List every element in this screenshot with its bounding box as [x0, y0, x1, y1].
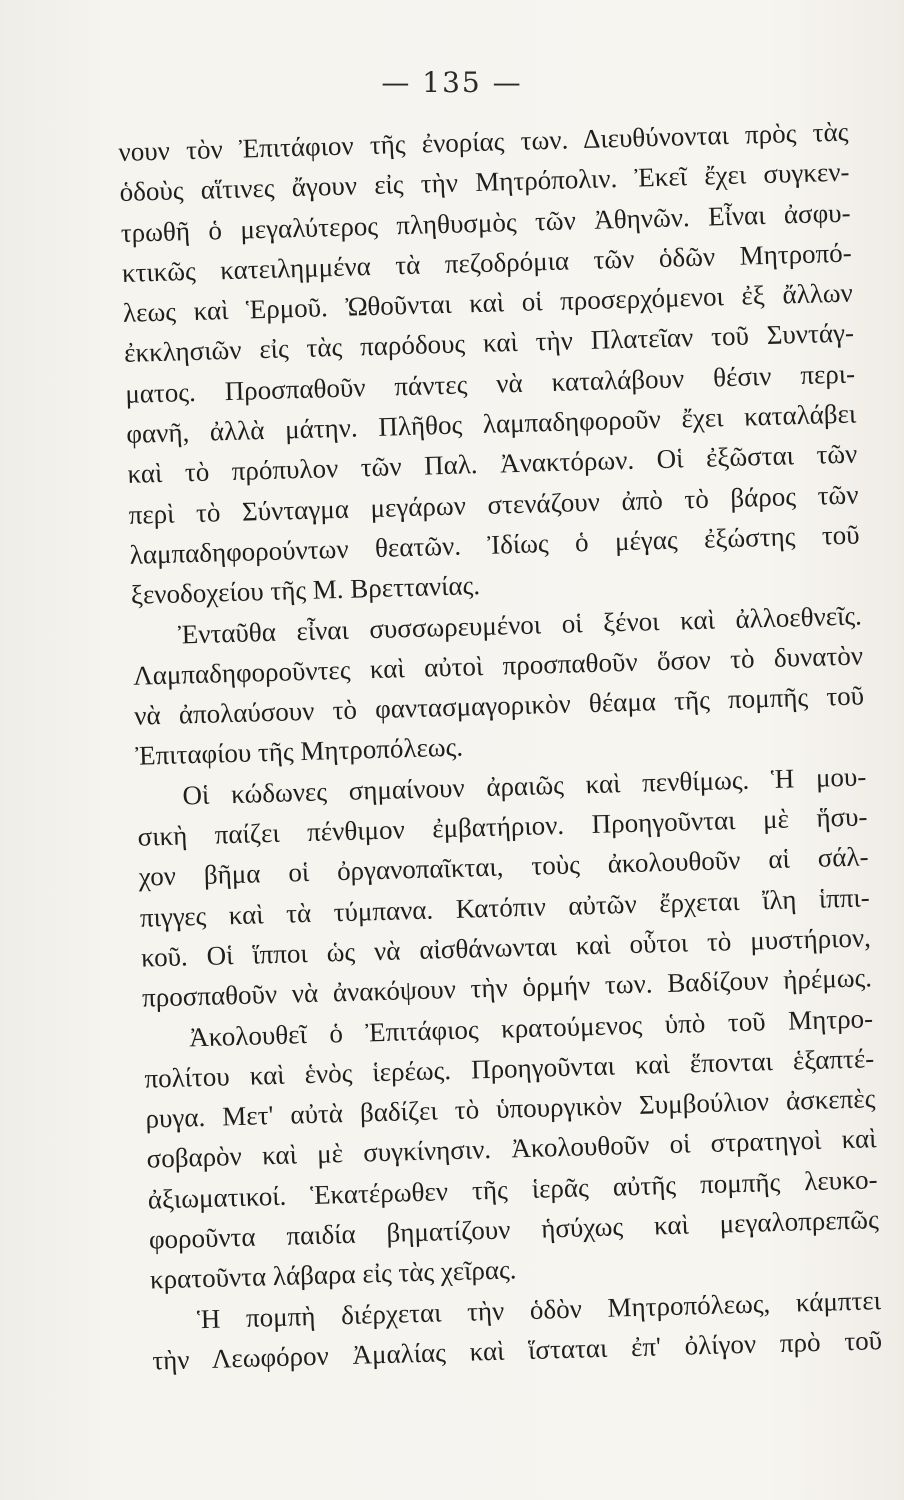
text-line: πιγγες καὶ τὰ τύμπανα. Κατόπιν αὐτῶν ἔρχεται ἴλη ἱππι-	[139, 881, 871, 933]
text-line: λεως καὶ Ἑρμοῦ. Ὠθοῦνται καὶ οἱ προσερχόμενοι ἐξ ἄλλων	[122, 277, 854, 329]
text-line: πολίτου καὶ ἑνὸς ἱερέως. Προηγοῦνται καὶ ἕπονται ἑξαπτέ-	[144, 1043, 875, 1094]
text-line: καὶ τὸ πρόπυλον τῶν Παλ. Ἀνακτόρων. Οἱ ἐξῶσται τῶν	[127, 438, 858, 490]
text-line: λαμπαδηφορούντων θεατῶν. Ἰδίως ὁ μέγας ἐξώστης τοῦ	[129, 519, 860, 570]
text-line: Ἐνταῦθα εἶναι συσσωρευμένοι οἱ ξένοι καὶ ἀλλοεθνεῖς.	[177, 599, 863, 650]
text-line: Λαμπαδηφοροῦντες καὶ αὐτοὶ προσπαθοῦν ὅσον τὸ δυνατὸν	[132, 640, 864, 691]
text-line: νὰ ἀπολαύσουν τὸ φαντασμαγορικὸν θέαμα τῆς πομπῆς τοῦ	[133, 680, 865, 731]
text-line: χον βῆμα οἱ ὀργανοπαῖκται, τοὺς ἀκολουθοῦν αἱ σάλ-	[138, 841, 869, 893]
text-line: κτικῶς κατειλημμένα τὰ πεζοδρόμια τῶν ὁδῶν Μητροπό-	[121, 237, 853, 288]
text-line: σικὴ παίζει πένθιμον ἐμβατήριον. Προηγοῦνται μὲ ἥσυ-	[137, 801, 868, 852]
text-line: τρωθῆ ὁ μεγαλύτερος πληθυσμὸς τῶν Ἀθηνῶν. Εἶναι ἀσφυ-	[120, 197, 851, 248]
text-line: νουν τὸν Ἐπιτάφιον τῆς ἐνορίας των. Διευθύνονται πρὸς τὰς	[118, 116, 849, 167]
text-line: Ἐπιταφίου τῆς Μητροπόλεως.	[135, 732, 464, 772]
page-number: — 135 —	[381, 66, 523, 99]
text-line: περὶ τὸ Σύνταγμα μεγάρων στενάζουν ἀπὸ τὸ βάρος τῶν	[128, 479, 859, 530]
text-line: κρατοῦντα λάβαρα εἰς τὰς χεῖρας.	[149, 1254, 517, 1295]
text-line: φοροῦντα παιδία βηματίζουν ἡσύχως καὶ μεγαλοπρεπῶς	[148, 1204, 880, 1255]
text-line: ματος. Προσπαθοῦν πάντες νὰ καταλάβουν θέσιν περι-	[124, 358, 856, 409]
text-line: κοῦ. Οἱ ἵπποι ὡς νὰ αἰσθάνωνται καὶ οὗτοι τὸ μυστήριον,	[140, 922, 872, 973]
text-line: ξενοδοχείου τῆς Μ. Βρεττανίας.	[130, 570, 481, 611]
body-text	[118, 112, 883, 1381]
text-line: φανῆ, ἀλλὰ μάτην. Πλῆθος λαμπαδηφοροῦν ἔχει καταλάβει	[126, 398, 857, 449]
text-line: Ἀκολουθεῖ ὁ Ἐπιτάφιος κρατούμενος ὑπὸ τοῦ Μητρο-	[188, 1002, 874, 1052]
text-line: ἀξιωματικοί. Ἑκατέρωθεν τῆς ἱερᾶς αὐτῆς πομπῆς λευκο-	[147, 1163, 878, 1215]
text-line: Ἡ πομπὴ διέρχεται τὴν ὁδὸν Μητροπόλεως, κάμπτει	[196, 1284, 882, 1334]
text-line: σοβαρὸν καὶ μὲ συγκίνησιν. Ἀκολουθοῦν οἱ στρατηγοὶ καὶ	[146, 1123, 877, 1175]
text-line: ὁδοὺς αἵτινες ἄγουν εἰς τὴν Μητρόπολιν. Ἐκεῖ ἔχει συγκεν-	[119, 156, 850, 208]
text-line: τὴν Λεωφόρον Ἀμαλίας καὶ ἵσταται ἐπ' ὀλίγον πρὸ τοῦ	[151, 1325, 883, 1376]
text-line: προσπαθοῦν νὰ ἀνακόψουν τὴν ὁρμήν των. Βαδίζουν ἠρέμως.	[141, 962, 873, 1013]
text-line: ἐκκλησιῶν εἰς τὰς παρόδους καὶ τὴν Πλατεῖαν τοῦ Συντάγ-	[123, 318, 855, 369]
text-line: ρυγα. Μετ' αὐτὰ βαδίζει τὸ ὑπουργικὸν Συμβούλιον ἀσκεπὲς	[145, 1083, 876, 1134]
text-line: Οἱ κώδωνες σημαίνουν ἀραιῶς καὶ πενθίμως. Ἡ μου-	[182, 761, 867, 811]
